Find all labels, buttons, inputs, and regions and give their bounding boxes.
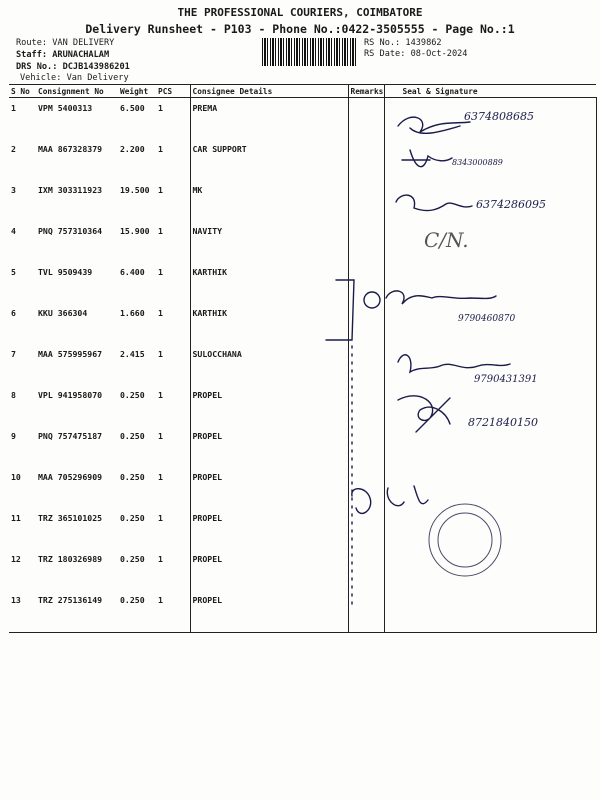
signature-row2 xyxy=(402,150,452,167)
handwritten-phone-row3: 6374286095 xyxy=(476,198,546,211)
cell-weight: 2.200 xyxy=(120,144,145,154)
cell-weight: 6.500 xyxy=(120,103,145,113)
cell-consignment: PNQ 757475187 xyxy=(38,431,103,441)
cell-sno: 11 xyxy=(11,513,21,523)
cell-consignee: CAR SUPPORT xyxy=(190,139,348,180)
cell-sno: 10 xyxy=(11,472,21,482)
cell-weight: 0.250 xyxy=(120,554,145,564)
cell-consignee: NAVITY xyxy=(190,221,348,262)
handwritten-phone-row2: 8343000889 xyxy=(452,158,503,167)
col-consignee: Consignee Details xyxy=(190,85,348,98)
cell-sno: 6 xyxy=(11,308,16,318)
cell-consignment: VPM 5400313 xyxy=(38,103,93,113)
signature-row10-11 xyxy=(352,486,428,513)
cell-consignment: TRZ 365101025 xyxy=(38,513,103,523)
cell-consignment: MAA 705296909 xyxy=(38,472,103,482)
cell-consignee: PROPEL xyxy=(190,385,348,426)
cell-sno: 3 xyxy=(11,185,16,195)
cell-weight: 15.900 xyxy=(120,226,150,236)
route-label: Route: VAN DELIVERY xyxy=(16,38,115,48)
cell-pcs: 1 xyxy=(158,513,163,523)
handwritten-phone-row1: 6374808685 xyxy=(464,110,534,123)
circle-mark xyxy=(364,292,380,308)
cell-consignee: PROPEL xyxy=(190,508,348,549)
seal-stamp xyxy=(429,504,501,576)
cell-pcs: 1 xyxy=(158,431,163,441)
handwritten-phone-row7: 9790431391 xyxy=(474,374,538,385)
cell-consignee: KARTHIK xyxy=(190,303,348,344)
cell-sno: 13 xyxy=(9,590,36,633)
runsheet-subtitle: Delivery Runsheet - P103 - Phone No.:0422-3505555 - Page No.:1 xyxy=(85,22,515,36)
cell-consignment: PNQ 757310364 xyxy=(38,226,103,236)
cell-sno: 4 xyxy=(11,226,16,236)
cell-weight: 6.400 xyxy=(120,267,145,277)
col-pcs: PCS xyxy=(156,85,190,98)
cell-sno: 12 xyxy=(11,554,21,564)
cell-consignee: KARTHIK xyxy=(190,262,348,303)
cell-pcs: 1 xyxy=(158,226,163,236)
cell-pcs: 1 xyxy=(158,185,163,195)
rs-number: RS No.: 1439862 xyxy=(364,38,442,48)
cell-pcs: 1 xyxy=(158,267,163,277)
signature-row8 xyxy=(398,396,450,432)
signature-row7 xyxy=(398,355,510,372)
cell-pcs: 1 xyxy=(158,472,163,482)
company-title: THE PROFESSIONAL COURIERS, COIMBATORE xyxy=(177,6,423,19)
handwritten-phone-row6: 9790460870 xyxy=(458,314,516,324)
cell-weight: 2.415 xyxy=(120,349,145,359)
cell-pcs: 1 xyxy=(158,144,163,154)
cell-consignment: IXM 303311923 xyxy=(38,185,103,195)
cell-weight: 19.500 xyxy=(120,185,150,195)
signature-row1 xyxy=(398,117,470,133)
cell-consignment: MAA 867328379 xyxy=(38,144,103,154)
col-sno: S No xyxy=(9,85,36,98)
handwritten-phone-row8: 8721840150 xyxy=(468,416,538,429)
cell-weight: 0.250 xyxy=(118,590,156,633)
cell-consignee: PROPEL xyxy=(190,590,348,633)
cell-pcs: 1 xyxy=(158,103,163,113)
cell-consignee: PREMA xyxy=(190,98,348,140)
cell-consignment: TRZ 180326989 xyxy=(38,554,103,564)
col-remarks: Remarks xyxy=(348,85,384,98)
cell-sno: 5 xyxy=(11,267,16,277)
cell-consignment: TVL 9509439 xyxy=(38,267,93,277)
cell-consignee: PROPEL xyxy=(190,426,348,467)
cell-consignee: MK xyxy=(190,180,348,221)
col-consignment: Consignment No xyxy=(36,85,118,98)
col-weight: Weight xyxy=(118,85,156,98)
bracket-mark-row5-6 xyxy=(326,280,354,340)
col-seal-signature: Seal & Signature xyxy=(384,85,596,98)
drs-label: DRS No.: DCJB143986201 xyxy=(16,62,130,72)
cell-consignment: MAA 575995967 xyxy=(38,349,103,359)
cell-weight: 0.250 xyxy=(120,513,145,523)
signature-row6 xyxy=(386,291,496,304)
cell-consignment: VPL 941958070 xyxy=(38,390,103,400)
cell-weight: 1.660 xyxy=(120,308,145,318)
rs-date: RS Date: 08-Oct-2024 xyxy=(364,49,468,59)
cell-consignee: PROPEL xyxy=(190,549,348,590)
cell-pcs: 1 xyxy=(156,590,190,633)
cell-weight: 0.250 xyxy=(120,431,145,441)
cell-pcs: 1 xyxy=(158,349,163,359)
cell-consignment: TRZ 275136149 xyxy=(36,590,118,633)
vehicle-label: Vehicle: Van Delivery xyxy=(20,73,129,83)
staff-label: Staff: ARUNACHALAM xyxy=(16,50,110,60)
cell-consignee: SULOCCHANA xyxy=(190,344,348,385)
cell-sno: 8 xyxy=(11,390,16,400)
cell-pcs: 1 xyxy=(158,554,163,564)
cell-weight: 0.250 xyxy=(120,390,145,400)
handwritten-note-row4: C/N. xyxy=(424,228,469,252)
cell-pcs: 1 xyxy=(158,390,163,400)
cell-weight: 0.250 xyxy=(120,472,145,482)
cell-sno: 7 xyxy=(11,349,16,359)
cell-sno: 1 xyxy=(11,103,16,113)
cell-pcs: 1 xyxy=(158,308,163,318)
cell-sno: 2 xyxy=(11,144,16,154)
cell-consignment: KKU 366304 xyxy=(38,308,88,318)
cell-sno: 9 xyxy=(11,431,16,441)
signature-row3 xyxy=(396,195,472,210)
cell-consignee: PROPEL xyxy=(190,467,348,508)
